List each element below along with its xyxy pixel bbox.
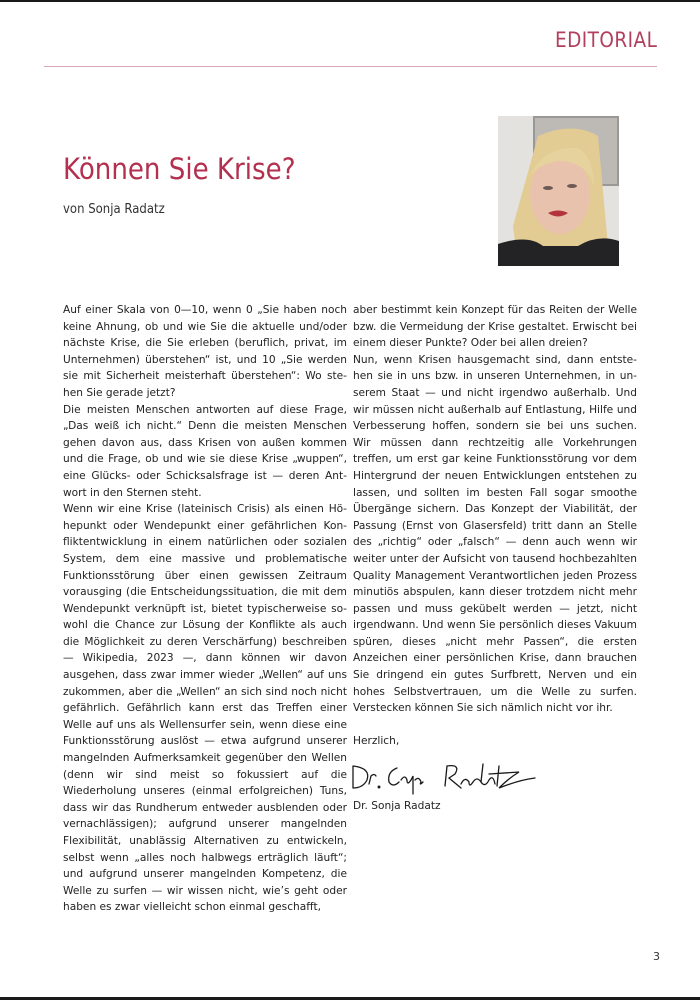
author-portrait <box>498 116 619 266</box>
article-column-right <box>353 302 637 815</box>
paragraph: Die meisten Menschen antworten auf diese Frage, „Das weiß ich nicht.“ Denn die meisten Menschen gehen davon aus, dass Krisen von außen kommen und die Frage, ob und wie sie diese Krise „wuppen“, eine Glücks- oder Schicksalsfrage ist — deren Antwort in den Sternen steht. <box>63 403 347 499</box>
paragraph: Nun, wenn Krisen hausgemacht sind, dann entstehen sie in uns bzw. in unseren Unternehmen, in unserem Staat — und nicht irgendwo außerhalb. Und wir müssen nicht außerhalb auf Entlastung, Hilfe und Verbesserung hoffen, sondern sie bei uns suchen. Wir müssen dann rechtzeitig alle Vorkehrungen treffen, um erst gar keine Funktionsstörung vor dem Hintergrund der neuen Entwicklungen entstehen zu lassen, und sollten im besten Fall sogar smoothe Übergänge sichern. Das Konzept der Viabilität, der Passung (Ernst von Glasersfeld) tritt dann an Stelle des „richtig“ oder „falsch“ — denn auch wenn wir weiter unter der Aufsicht von tausend hochbezahlten Quality Management Verantwortlichen jeden Prozess minutiös abspulen, kann dieser trotzdem nicht mehr passen und muss gekübelt werden — jetzt, nicht irgendwann. Und wenn Sie persönlich dieses Vakuum spüren, dieses „nicht mehr Passen“, die ersten Anzeichen einer persönlichen Krise, dann brauchen Sie dringend ein gutes Surfbrett, Nerven und ein hohes Selbstvertrauen, um die Welle zu surfen. Verstecken können Sie sich nämlich nicht vor ihr. <box>353 353 637 715</box>
header-divider <box>44 66 657 67</box>
signer-name: Dr. Sonja Radatz <box>353 800 441 813</box>
paragraph: Auf einer Skala von 0—10, wenn 0 „Sie haben noch keine Ahnung, ob und wie Sie die aktuelle und/oder nächste Krise, die Sie erleben (beruflich, privat, im Unternehmen) überstehen“ ist, und 10 „Sie werden sie mit Sicherheit meisterhaft überstehen“: Wo stehen Sie gerade jetzt? <box>63 304 347 399</box>
portrait-image <box>498 116 619 266</box>
article-column-left <box>63 302 347 916</box>
section-label: EDITORIAL <box>554 28 657 52</box>
page-top-border <box>0 0 700 2</box>
article-byline: von Sonja Radatz <box>63 202 165 217</box>
closing-salutation: Herzlich, <box>353 735 400 748</box>
article-title: Können Sie Krise? <box>63 152 296 186</box>
paragraph: aber bestimmt kein Konzept für das Reiten der Welle bzw. die Vermeidung der Krise gestaltet. Erwischt bei einem dieser Punkte? Oder bei allen dreien? <box>353 304 637 350</box>
page-number: 3 <box>653 950 660 963</box>
signature-image <box>349 758 539 796</box>
paragraph: Wenn wir eine Krise (lateinisch Crisis) als einen Höhepunkt oder Wendepunkt einer gefährlichen Konfliktentwicklung in einem natürlichen oder sozialen System, dem eine massive und problematische Funktionsstörung über einen gewissen Zeitraum vorausging (die Entscheidungssituation, die mit dem Wendepunkt verknüpft ist, bietet typischerweise sowohl die Chance zur Lösung der Konflikte als auch die Möglichkeit zu deren Verschärfung) beschreiben — Wikipedia, 2023 —, dann können wir davon ausgehen, dass zwar immer wieder „Wellen“ auf uns zukommen, aber die „Wellen“ an sich sind noch nicht gefährlich. Gefährlich kann erst das Treffen einer Welle auf uns als Wellensurfer sein, wenn diese eine Funktionsstörung auslöst — etwa aufgrund unserer mangelnden Aufmerksamkeit gegenüber den Wellen (denn wir sind meist so fokussiert auf die Wiederholung unseres (einmal erfolgreichen) Tuns, dass wir das Rundherum entweder ausblenden oder vernachlässigen); aufgrund unserer mangelnden Flexibilität, unablässig Alternativen zu entwickeln, selbst wenn „alles noch halbwegs erträglich läuft“; und aufgrund unserer mangelnden Kompetenz, die Welle zu surfen — wir wissen nicht, wie’s geht oder haben es zwar vielleicht schon einmal geschafft, <box>63 503 347 914</box>
